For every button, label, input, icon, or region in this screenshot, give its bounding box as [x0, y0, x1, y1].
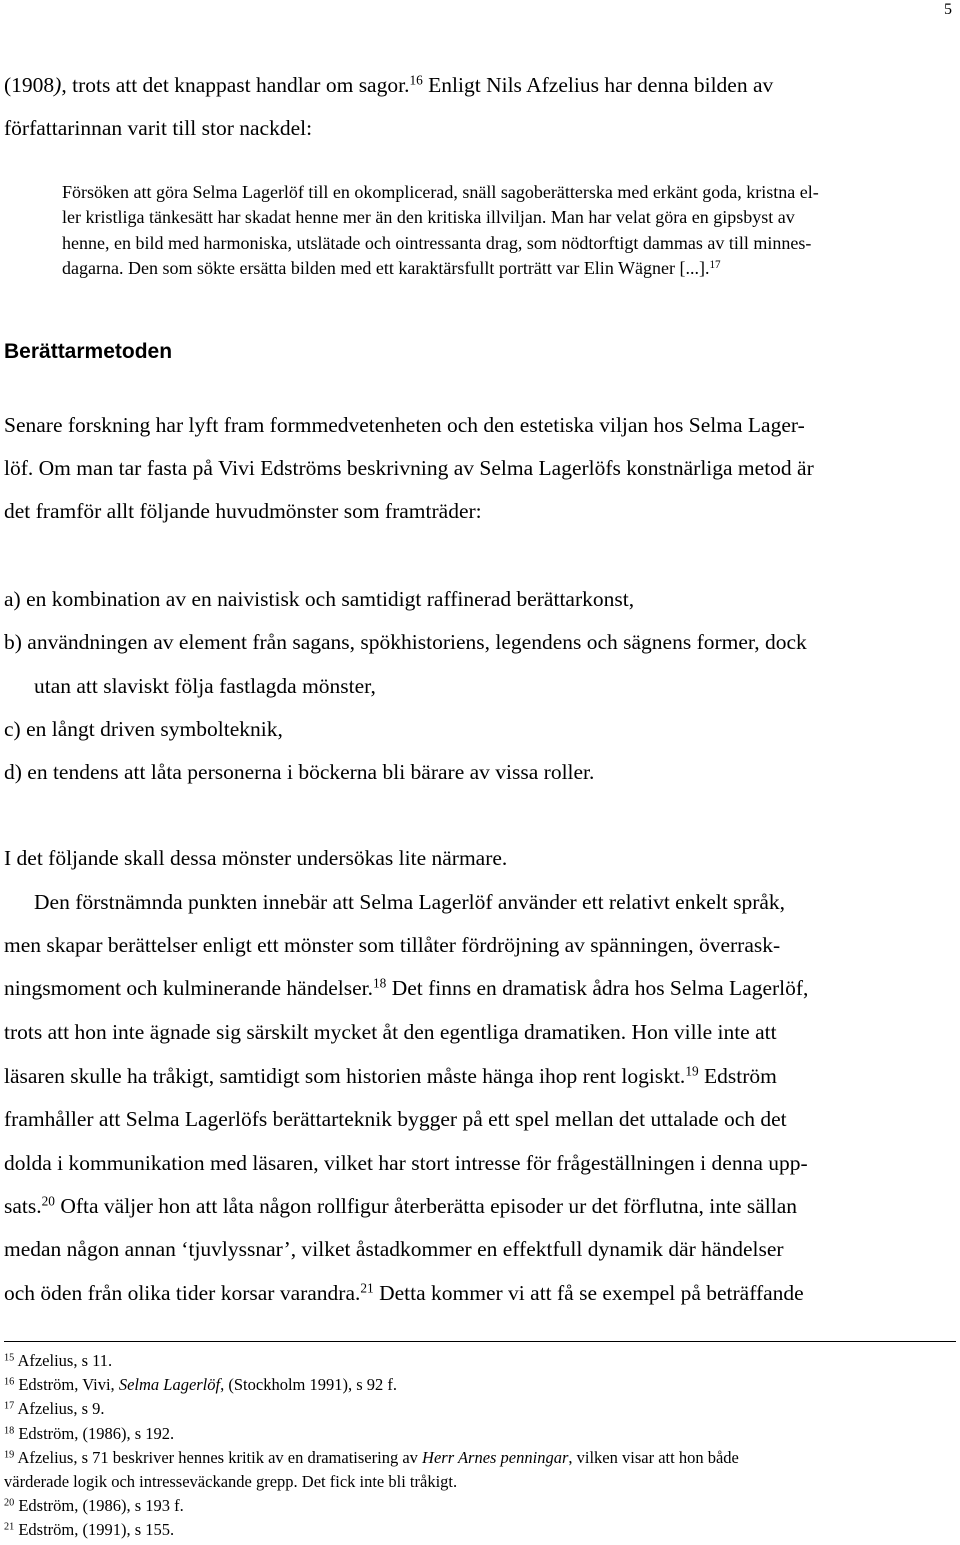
footnote — [4, 1496, 184, 1516]
footnote — [4, 1520, 174, 1540]
footnote-separator — [4, 1341, 956, 1342]
quote-line: Försöken att göra Selma Lagerlöf till en okomplicerad, snäll sagoberätterska med erkänt goda, kristna el- — [62, 182, 819, 202]
footnote — [4, 1424, 174, 1444]
body-line: men skapar berättelser enligt ett mönster som tillåter fördröjning av spänningen, överrask- — [4, 933, 781, 957]
list-item: a) en kombination av en naivistisk och samtidigt raffinerad berättarkonst, — [4, 587, 635, 611]
footnote-ref[interactable]: 16 — [409, 72, 423, 88]
footnote-italic: Selma Lagerlöf — [118, 1375, 221, 1394]
body-line — [4, 976, 808, 1001]
footnote-text: , (Stockholm 1991), s 92 f. — [220, 1375, 398, 1394]
footnote-text: Edström, (1986), s 193 f. — [18, 1496, 184, 1515]
text-run: och öden från olika tider korsar varandra. — [4, 1281, 361, 1305]
body-line — [4, 73, 773, 98]
footnote-text: Edström, (1986), s 192. — [18, 1424, 175, 1443]
quote-line: henne, en bild med harmoniska, utslätade och ointressanta drag, som nödtorftigt dammas av till minnes- — [62, 233, 812, 253]
footnote-number: 19 — [4, 1449, 15, 1461]
section-heading: Berättarmetoden — [4, 340, 173, 363]
footnote-ref[interactable]: 19 — [685, 1063, 699, 1079]
footnote-number: 16 — [4, 1376, 15, 1388]
footnote-number: 15 — [4, 1352, 15, 1364]
quote-line — [62, 258, 721, 279]
body-line: I det följande skall dessa mönster undersökas lite närmare. — [4, 846, 508, 870]
body-line — [4, 1281, 804, 1306]
footnote — [4, 1351, 112, 1371]
text-run: (1908 — [4, 73, 55, 97]
footnote-number: 18 — [4, 1425, 15, 1437]
text-run: läsaren skulle ha tråkigt, samtidigt som historien måste hänga ihop rent logiskt. — [4, 1064, 686, 1088]
body-line: dolda i kommunikation med läsaren, vilket har stort intresse för frågeställningen i denna upp- — [4, 1151, 808, 1175]
footnote — [4, 1448, 739, 1468]
body-line: det framför allt följande huvudmönster som framträder: — [4, 499, 482, 523]
text-run: Detta kommer vi att få se exempel på beträffande — [373, 1281, 804, 1305]
body-line — [4, 1064, 777, 1089]
text-run: Det finns en dramatisk ådra hos Selma Lagerlöf, — [386, 976, 809, 1000]
footnote-text: Afzelius, s 71 beskriver hennes kritik av en dramatisering av — [17, 1448, 423, 1467]
footnote-ref[interactable]: 20 — [41, 1193, 55, 1209]
body-line — [4, 1194, 797, 1219]
footnote-text: värderade logik och intresseväckande grepp. Det fick inte bli tråkigt. — [4, 1472, 458, 1491]
text-run: Ofta väljer hon att låta någon rollfigur återberätta episoder ur det förflutna, inte sällan — [54, 1194, 798, 1218]
footnote-ref[interactable]: 21 — [360, 1280, 374, 1296]
body-line: Senare forskning har lyft fram formmedvetenheten och den estetiska viljan hos Selma Lager- — [4, 413, 805, 437]
italic-run: ) — [54, 73, 62, 97]
footnote-italic: Herr Arnes penningar — [422, 1448, 569, 1467]
quote-line: ler kristliga tänkesätt har skadat henne mer än den kritiska illviljan. Man har velat göra en gipsbyst av — [62, 207, 795, 227]
footnote — [4, 1375, 397, 1395]
list-item: b) användningen av element från sagans, spökhistoriens, legendens och sägnens former, dock — [4, 630, 807, 654]
footnote-continuation — [4, 1472, 457, 1492]
footnote-text: Afzelius, s 9. — [17, 1399, 105, 1418]
text-run: sats. — [4, 1194, 42, 1218]
footnote-text: Afzelius, s 11. — [17, 1351, 113, 1370]
body-line: författarinnan varit till stor nackdel: — [4, 116, 313, 140]
footnote-text: , vilken visar att hon både — [568, 1448, 739, 1467]
text-run: , trots att det knappast handlar om sagor. — [61, 73, 410, 97]
footnote-ref[interactable]: 17 — [709, 258, 721, 271]
footnote-number: 20 — [4, 1497, 15, 1509]
body-line: medan någon annan ‘tjuvlyssnar’, vilket åstadkommer en effektfull dynamik där händelser — [4, 1237, 784, 1261]
footnote-number: 17 — [4, 1400, 15, 1412]
footnote — [4, 1399, 105, 1419]
footnote-text: Edström, (1991), s 155. — [18, 1520, 175, 1539]
text-run: Enligt Nils Afzelius har denna bilden av — [422, 73, 774, 97]
footnote-ref[interactable]: 18 — [373, 975, 387, 991]
text-run: Edström — [698, 1064, 777, 1088]
footnote-text: Edström, Vivi, — [18, 1375, 119, 1394]
page-number: 5 — [944, 1, 952, 18]
text-run: ningsmoment och kulminerande händelser. — [4, 976, 373, 1000]
body-line: trots att hon inte ägnade sig särskilt mycket åt den egentliga dramatiken. Hon ville inte att — [4, 1020, 777, 1044]
body-line: framhåller att Selma Lagerlöfs berättarteknik bygger på ett spel mellan det uttalade och det — [4, 1107, 787, 1131]
body-line: Den förstnämnda punkten innebär att Selma Lagerlöf använder ett relativt enkelt språk, — [34, 890, 786, 914]
list-item: d) en tendens att låta personerna i böckerna bli bärare av vissa roller. — [4, 760, 595, 784]
list-item-continuation: utan att slaviskt följa fastlagda mönster, — [34, 674, 376, 698]
text-run: dagarna. Den som sökte ersätta bilden med ett karaktärsfullt porträtt var Elin Wägner [...]. — [62, 258, 710, 278]
list-item: c) en långt driven symbolteknik, — [4, 717, 283, 741]
body-line: löf. Om man tar fasta på Vivi Edströms beskrivning av Selma Lagerlöfs konstnärliga metod är — [4, 456, 814, 480]
footnote-number: 21 — [4, 1521, 15, 1533]
